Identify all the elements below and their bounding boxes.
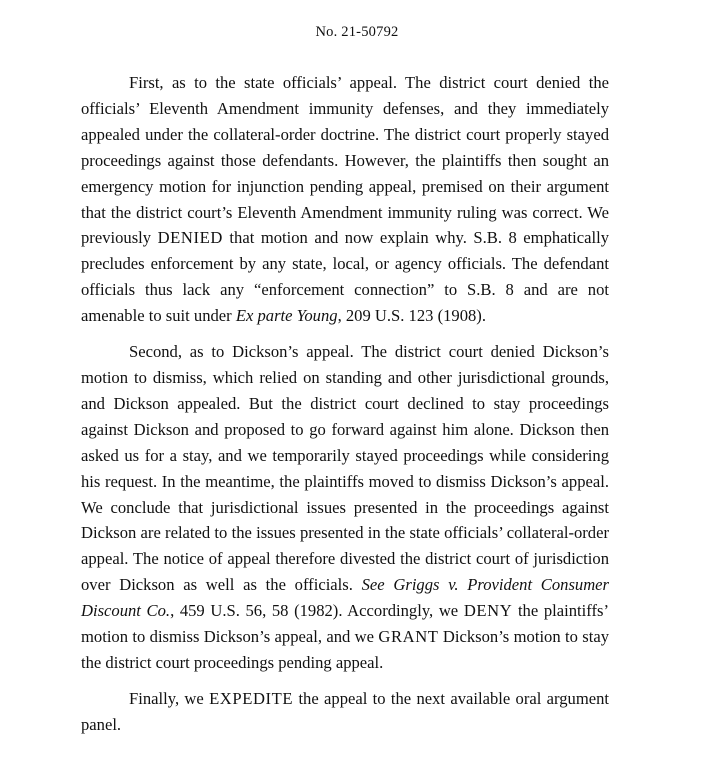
paragraph-dickson-appeal <box>81 339 609 676</box>
paragraph-text: , 459 U.S. 56, 58 (1982). Accordingly, we <box>170 601 464 621</box>
paragraph-text: Dickson’s motion to stay the district court proceedings pending appeal. <box>81 627 609 672</box>
paragraph-text: the plaintiffs’ motion to dismiss Dickson’s appeal, and we <box>81 601 609 647</box>
paragraph-text: Finally, we <box>129 688 210 708</box>
paragraph-state-officials-appeal <box>81 70 609 329</box>
ruling-expedite: EXPEDITE <box>209 688 294 708</box>
paragraph-text: that motion and now explain why. S.B. 8 emphatically precludes enforcement by any state, local, or agency officials. The defendant officials thus lack any “enforcement connection” to S.B. 8 and are not amenable to suit under <box>81 228 609 326</box>
paragraph-expedite <box>81 686 609 738</box>
paragraph-text: , 209 U.S. 123 (1908). <box>337 306 486 326</box>
paragraph-text: Second, as to Dickson’s appeal. The district court denied Dickson’s motion to dismiss, which relied on standing and other jurisdictional grounds, and Dickson appealed. But the district court declined to stay proceedings against Dickson and proposed to go forward against him alone. Dickson then asked us for a stay, and we temporarily stayed proceedings while considering his request. In the meantime, the plaintiffs moved to dismiss Dickson’s appeal. We conclude that jurisdictional issues presented in the proceedings against Dickson are related to the issues presented in the state officials’ collateral-order appeal. The notice of appeal therefore divested the district court of jurisdiction over Dickson as well as the officials. <box>81 342 609 595</box>
ruling-denied: DENIED <box>157 228 223 248</box>
paragraph-text: the appeal to the next available oral argument panel. <box>81 688 609 734</box>
case-citation-ex-parte-young: Ex parte Young <box>235 306 338 326</box>
opinion-body <box>81 70 609 738</box>
ruling-grant: GRANT <box>378 627 439 647</box>
case-citation-griggs: See Griggs v. Provident Consumer Discount Co. <box>81 575 610 621</box>
ruling-deny: DENY <box>463 601 513 621</box>
case-number-header: No. 21-50792 <box>315 24 399 40</box>
paragraph-text: First, as to the state officials’ appeal. The district court denied the officials’ Eleventh Amendment immunity defenses, and they immediately appealed under the collateral-order doctrine. The district court properly stayed proceedings against those defendants. However, the plaintiffs then sought an emergency motion for injunction pending appeal, premised on their argument that the district court’s Eleventh Amendment immunity ruling was correct. We previously <box>81 73 609 248</box>
